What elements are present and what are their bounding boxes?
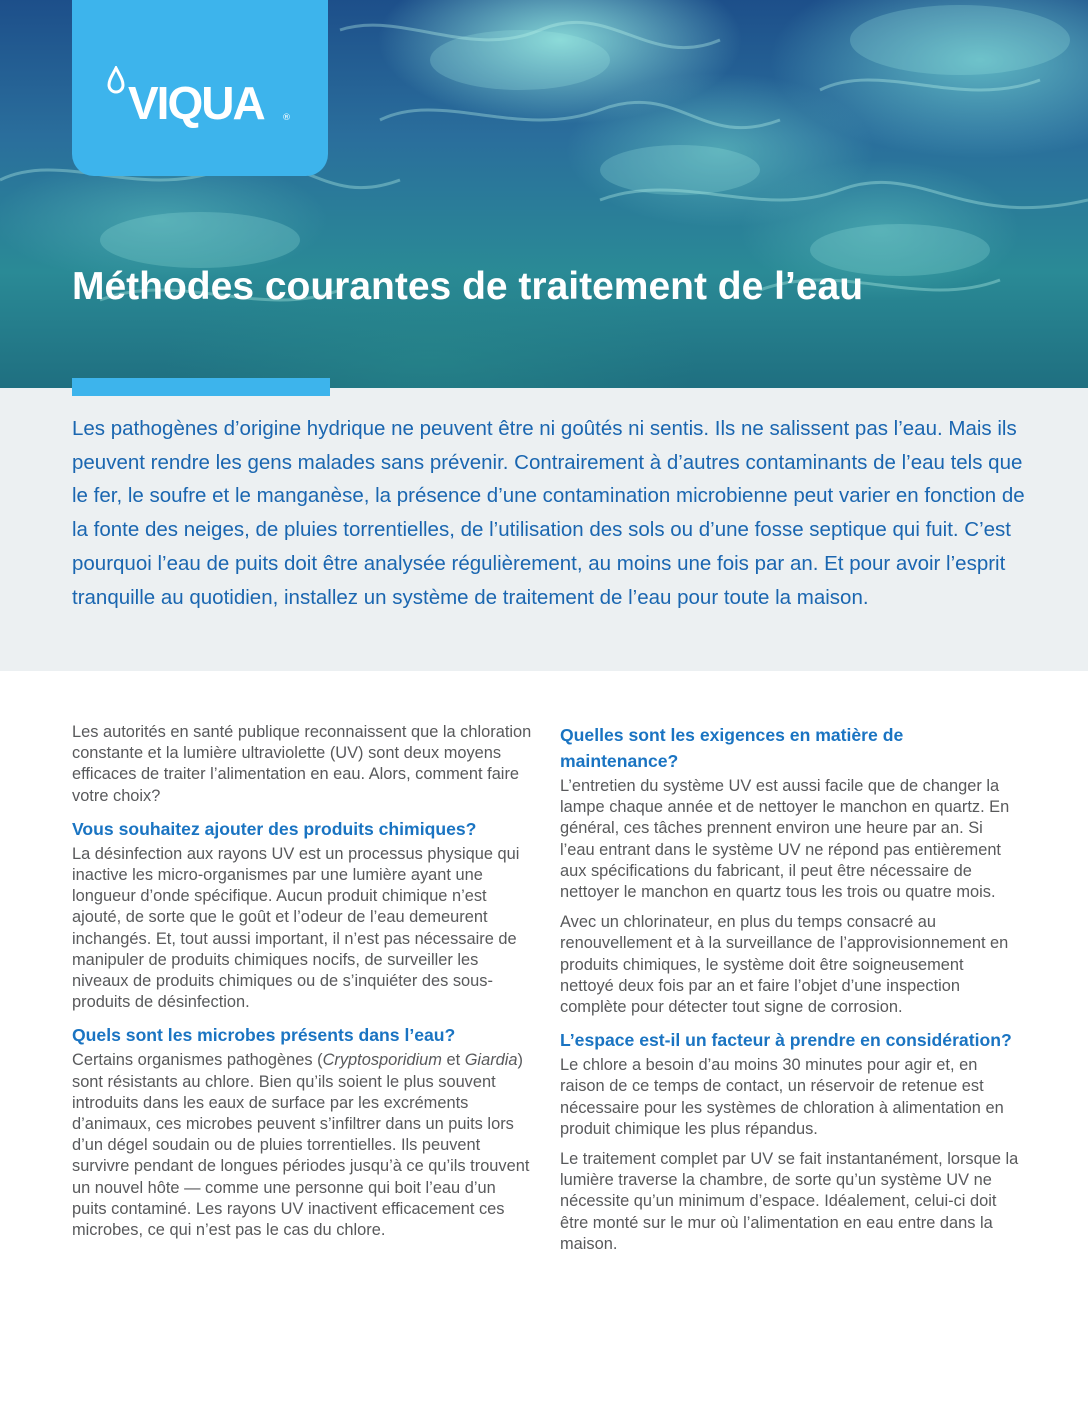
heading-chemicals: Vous souhaitez ajouter des produits chimiques? [72,818,477,839]
left-paragraph-2: La désinfection aux rayons UV est un processus physique qui inactive les micro-organismes par une lumière ayant une longueur d’onde spécifique. Aucun produit chimique n’est ajouté, de sorte que le goût et l’odeur de l’eau demeurent inchangés. Et, tout aussi important, il n’est pas nécessaire de manipuler de produits chimiques nocifs, de surveiller les niveaux de produits chimiques ou de s’inquiéter des sous-produits de désinfection. [72,844,520,1012]
right-paragraph-2: Avec un chlorinateur, en plus du temps consacré au renouvellement et à la surveillance de l’approvisionnement en produits chimiques, le système doit être soigneusement nettoyé deux fois par an et faire l’objet d’une inspection complète pour détecter tout signe de corrosion. [560,913,1009,1017]
water-drop-icon [106,66,126,96]
left-paragraph-1: Les autorités en santé publique reconnaissent que la chloration constante et la lumière ultraviolette (UV) sont deux moyens efficaces de traiter l’alimentation en eau. Alors, comment faire votre choix? [72,723,532,805]
cryptosporidium-term: Cryptosporidium [322,1051,442,1070]
page-title: Méthodes courantes de traitement de l’eau [72,265,864,308]
logo-box [72,0,328,176]
p3-text-a: Certains organismes pathogènes ( [72,1051,323,1070]
brand-logo: VIQUA [128,77,264,129]
heading-maintenance: Quelles sont les exigences en matière de maintenance? [560,725,904,771]
right-paragraph-4: Le traitement complet par UV se fait instantanément, lorsque la lumière traverse la chambre, de sorte qu’un système UV ne nécessite qu’un minimum d’espace. Idéalement, celui-ci doit être monté sur le mur où l’alimentation en eau entre dans la maison. [560,1150,1019,1253]
hero-water-image [0,0,1088,388]
right-column [560,722,1020,1264]
p3-text-b: et [441,1051,465,1070]
left-paragraph-3 [72,1050,532,1241]
heading-space: L’espace est-il un facteur à prendre en considération? [560,1030,1012,1051]
intro-paragraph: Les pathogènes d’origine hydrique ne peuvent être ni goûtés ni sentis. Ils ne salissent pas l’eau. Mais ils peuvent rendre les gens malades sans prévenir. Contrairement à d’autres contaminants de l’eau tels que le fer, le soufre et le manganèse, la présence d’une contamination microbienne peut varier en fonction de la fonte des neiges, de pluies torrentielles, de l’utilisation des sols ou d’une fosse septique qui fuit. C’est pourquoi l’eau de puits doit être analysée régulièrement, au moins une fois par an. Et pour avoir l’esprit tranquille au quotidien, installez un système de traitement de l’eau pour toute la maison. [72,417,1025,609]
p3-text-c: ) sont résistants au chlore. Bien qu’ils soient le plus souvent introduits dans les eaux de surface par les excréments d’animaux, ces microbes peuvent s’infiltrer dans un puits lors d’un dégel soudain ou de pluies torrentielles. Ils peuvent survivre pendant de longues périodes jusqu’à ce qu’ils trouvent un nouvel hôte — comme une personne qui boit l’eau d’un puits contaminé. Les rayons UV inactivent efficacement ces microbes, ce qui n’est pas le cas du chlore. [72,1051,530,1240]
right-paragraph-1: L’entretien du système UV est aussi facile que de changer la lampe chaque année et de nettoyer le manchon en quartz. En général, ces tâches prennent environ une heure par an. Si l’eau entrant dans le système UV ne répond pas entièrement aux spécifications du fabricant, il peut être nécessaire de nettoyer le manchon en quartz tous les trois ou quatre mois. [560,777,1010,902]
accent-bar [72,378,330,396]
heading-microbes: Quels sont les microbes présents dans l’eau? [72,1025,456,1046]
registered-mark: ® [282,113,291,123]
giardia-term: Giardia [464,1051,518,1070]
left-column [72,722,532,1250]
right-paragraph-3: Le chlore a besoin d’au moins 30 minutes pour agir et, en raison de ce temps de contact, un réservoir de retenue est nécessaire pour les systèmes de chloration à alimentation en produit chimique les plus répandus. [560,1056,1004,1138]
